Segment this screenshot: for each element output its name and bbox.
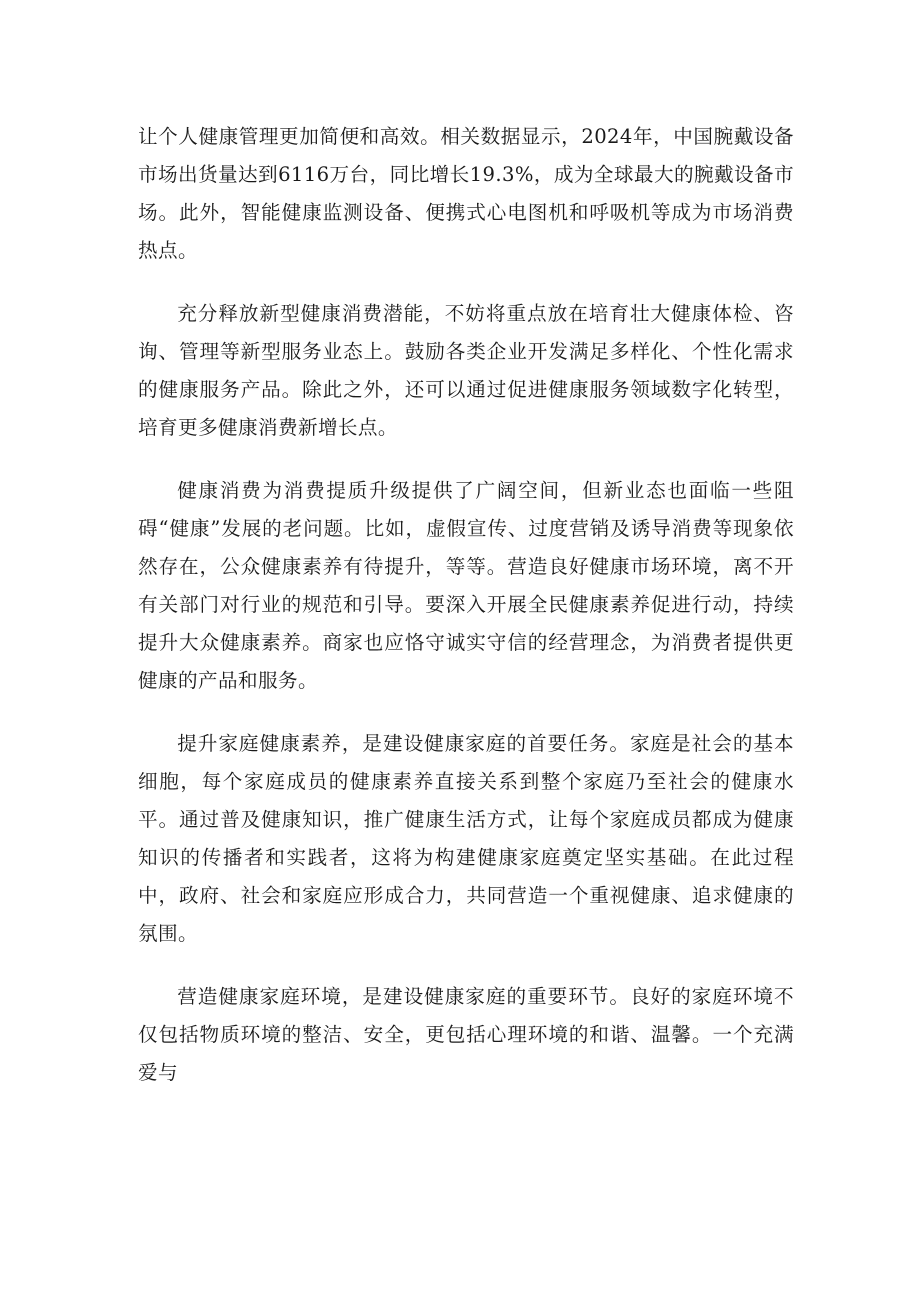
document-body bbox=[138, 118, 794, 1117]
paragraph-2: 充分释放新型健康消费潜能，不妨将重点放在培育壮大健康体检、咨询、管理等新型服务业态上。鼓励各类企业开发满足多样化、个性化需求的健康服务产品。除此之外，还可以通过促进健康服务领域数字化转型，培育更多健康消费新增长点。 bbox=[138, 302, 794, 439]
paragraph-4: 提升家庭健康素养，是建设健康家庭的首要任务。家庭是社会的基本细胞，每个家庭成员的健康素养直接关系到整个家庭乃至社会的健康水平。通过普及健康知识，推广健康生活方式，让每个家庭成员都成为健康知识的传播者和实践者，这将为构建健康家庭奠定坚实基础。在此过程中，政府、社会和家庭应形成合力，共同营造一个重视健康、追求健康的氛围。 bbox=[138, 732, 794, 945]
paragraph-3: 健康消费为消费提质升级提供了广阔空间，但新业态也面临一些阻碍“健康”发展的老问题。比如，虚假宣传、过度营销及诱导消费等现象依然存在，公众健康素养有待提升，等等。营造良好健康市场环境，离不开有关部门对行业的规范和引导。要深入开展全民健康素养促进行动，持续提升大众健康素养。商家也应恪守诚实守信的经营理念，为消费者提供更健康的产品和服务。 bbox=[138, 479, 794, 692]
paragraph-5: 营造健康家庭环境，是建设健康家庭的重要环节。良好的家庭环境不仅包括物质环境的整洁、安全，更包括心理环境的和谐、温馨。一个充满爱与 bbox=[138, 985, 794, 1084]
paragraph-1: 让个人健康管理更加简便和高效。相关数据显示，2024年，中国腕戴设备市场出货量达到6116万台，同比增长19.3%，成为全球最大的腕戴设备市场。此外，智能健康监测设备、便携式心电图机和呼吸机等成为市场消费热点。 bbox=[138, 125, 794, 262]
